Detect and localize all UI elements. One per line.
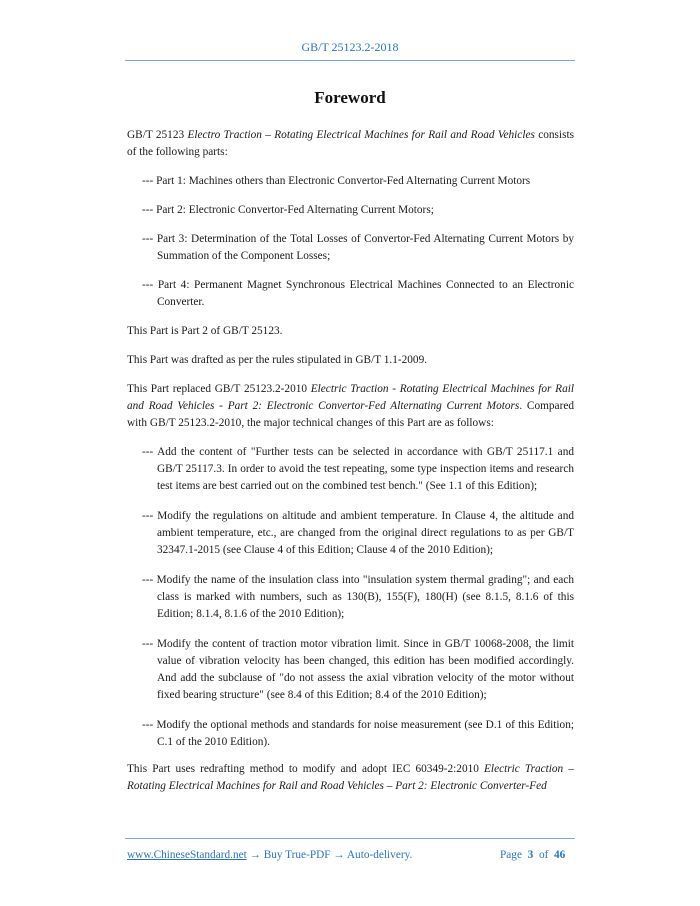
adopt-title: Electric Traction – Rotating Electrical Machines for Rail and Road Vehicles – Part 2: Electronic Converter-Fed xyxy=(127,763,574,792)
change-list-item: --- Add the content of "Further tests can be selected in accordance with GB/T 25117.1 and GB/T 25117.3. In order to avoid the test repeating, some type inspection items and research test items are best carried out on the combined test bench." (See 1.1 of this Edition); xyxy=(142,446,574,492)
part-list-item: --- Part 2: Electronic Convertor-Fed Alternating Current Motors; xyxy=(142,204,434,216)
page-word: Page xyxy=(500,849,522,861)
change-list-item: --- Modify the content of traction motor vibration limit. Since in GB/T 10068-2008, the limit value of vibration velocity has been changed, this edition has been modified accordingly. And add the subclause of "do not assess the axial vibration velocity of the motor without fixed bearing structure" (see 8.4 of this Edition; 8.4 of the 2010 Edition); xyxy=(142,638,574,701)
intro-title: Electro Traction – Rotating Electrical Machines for Rail and Road Vehicles xyxy=(187,129,535,141)
replaced-prefix: This Part replaced GB/T 25123.2-2010 xyxy=(127,383,311,395)
footer-divider xyxy=(125,838,575,839)
change-list-item: --- Modify the regulations on altitude and ambient temperature. In Clause 4, the altitude and ambient temperature, etc., are changed from the original direct regulations to as per GB/T 32347.1-2015 (see Clause 4 of this Edition; Clause 4 of the 2010 Edition); xyxy=(142,510,574,556)
change-list-item: --- Modify the name of the insulation class into "insulation system thermal grading"; and each class is marked with numbers, such as 130(B), 155(F), 180(H) (see 8.1.5, 8.1.6 of this Edition; 8.1.4, 8.1.6 of the 2010 Edition); xyxy=(142,574,574,620)
part-number-paragraph: This Part is Part 2 of GB/T 25123. xyxy=(127,325,283,337)
replaced-paragraph xyxy=(127,381,574,432)
intro-paragraph xyxy=(127,127,574,161)
total-pages: 46 xyxy=(554,849,566,861)
footer-promo xyxy=(127,849,412,861)
change-list-item: --- Modify the optional methods and standards for noise measurement (see D.1 of this Edition; C.1 of the 2010 Edition). xyxy=(142,719,574,748)
part-list-item: --- Part 1: Machines others than Electronic Convertor-Fed Alternating Current Motors xyxy=(142,175,531,187)
drafting-rules-paragraph: This Part was drafted as per the rules stipulated in GB/T 1.1-2009. xyxy=(127,354,428,366)
page-number xyxy=(500,849,565,861)
intro-suffix: consists of the following parts: xyxy=(127,129,574,158)
adopt-prefix: This Part uses redrafting method to modify and adopt IEC 60349-2:2010 xyxy=(127,763,485,775)
part-list-item: --- Part 4: Permanent Magnet Synchronous Electrical Machines Connected to an Electronic Converter. xyxy=(142,279,574,308)
part-list-item: --- Part 3: Determination of the Total Losses of Convertor-Fed Alternating Current Motors by Summation of the Component Losses; xyxy=(142,233,574,262)
header-divider xyxy=(125,60,575,61)
current-page: 3 xyxy=(527,849,534,861)
footer-promo-text: → Buy True-PDF → Auto-delivery. xyxy=(246,849,413,861)
replaced-suffix: . Compared with GB/T 25123.2-2010, the major technical changes of this Part are as follows: xyxy=(127,400,574,429)
page-title: Foreword xyxy=(314,88,386,107)
website-link[interactable]: www.ChineseStandard.net xyxy=(127,849,247,861)
replaced-title: Electric Traction - Rotating Electrical Machines for Rail and Road Vehicles - Part 2: Electronic Convertor-Fed Alternating Current Motors xyxy=(127,383,574,412)
intro-prefix: GB/T 25123 xyxy=(127,129,188,141)
page-header: GB/T 25123.2-2018 xyxy=(301,40,399,54)
adopt-paragraph xyxy=(127,761,574,795)
document-body xyxy=(127,127,574,807)
of-word: of xyxy=(538,849,549,861)
